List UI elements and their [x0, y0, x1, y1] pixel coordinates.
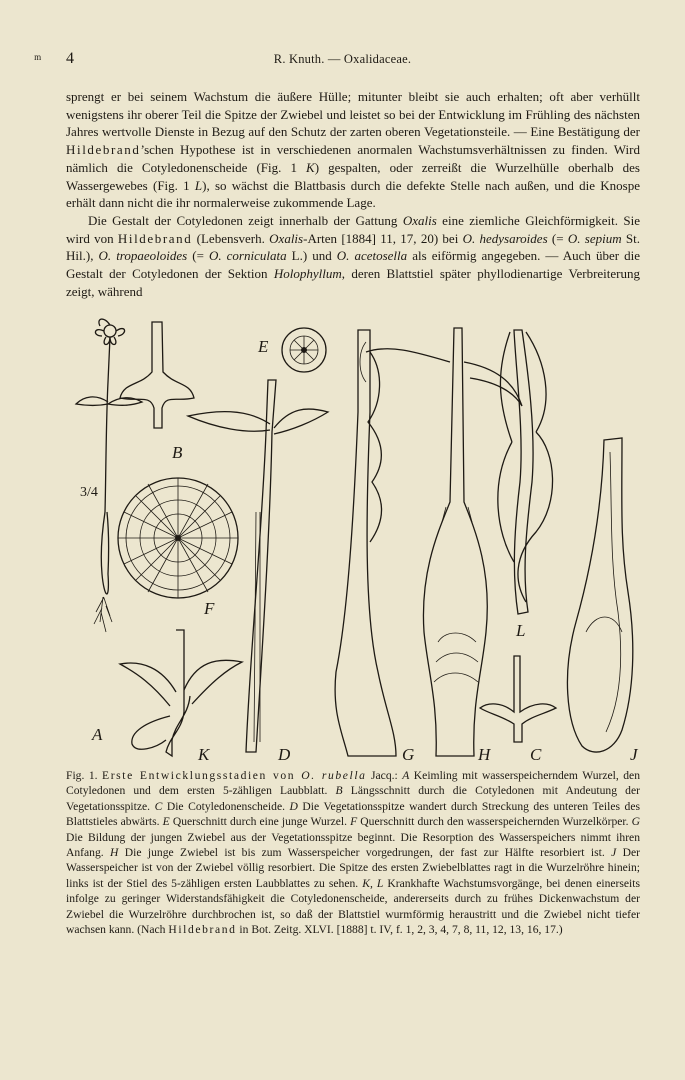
- cross-section-f-drawing: [118, 478, 238, 598]
- text-segment: Krankhafte Wachstumsvorgänge, bei denen einerseits infolge zu geringer Widerstandsfähigkeit die Cotyledonenscheide, andererseits durch zu frühes Dickenwachstum der Zwiebel die Wurzelröhre durchbrochen ist, so daß der Blattstiel wurmförmig heraustritt und die Zwiebel nicht tiefer wachsen kann. (Nach: [66, 876, 641, 937]
- label-f: F: [204, 599, 215, 618]
- label-b: B: [172, 443, 183, 462]
- text-segment: Jacq.:: [366, 769, 403, 782]
- label-c: C: [530, 745, 542, 764]
- text-segment: Fig. 1.: [66, 769, 103, 782]
- text-segment: O. hedysaroides: [462, 230, 548, 246]
- seedling-a-drawing: [76, 319, 142, 632]
- text-segment: Querschnitt durch eine junge Wurzel.: [169, 815, 351, 829]
- text-segment: Oxalis: [402, 212, 437, 228]
- paragraph: [66, 212, 640, 301]
- text-segment: Hildebrand: [168, 923, 237, 937]
- text-segment: Die Gestalt der Cotyledonen zeigt innerhalb der Gattung: [88, 212, 403, 228]
- cross-section-e-drawing: [282, 328, 326, 372]
- text-segment: (=: [547, 230, 568, 246]
- text-segment: B: [335, 784, 343, 798]
- caption-text: [66, 768, 640, 937]
- text-segment: ), so wächst die Blattbasis durch die defekte Stelle nach außen, und die Knospe erhält dann nicht die ihr normalerweise zukommende Lage.: [66, 177, 640, 211]
- text-segment: (Lebensverh.: [192, 230, 270, 246]
- figure-1: [66, 312, 640, 768]
- text-segment: O. corniculata: [208, 248, 287, 264]
- label-g: G: [402, 745, 415, 764]
- specimen-j-drawing: [567, 438, 632, 752]
- text-segment: L: [194, 177, 203, 193]
- text-segment: L.) und: [286, 248, 337, 264]
- text-segment: Hildebrand: [117, 230, 193, 246]
- text-segment: E: [162, 815, 170, 829]
- body-text: [66, 88, 640, 300]
- text-segment: in Bot. Zeitg. XLVI. [1888] t. IV, f. 1, 2, 3, 4, 7, 8, 11, 12, 13, 16, 17.): [236, 923, 563, 937]
- text-segment: Der Wasserspeicher ist von der Zwiebel völlig resorbiert. Die Spitze des ersten Zwiebelblattes ragt in die Wurzelröhre hinein; links ist der Stiel des 5-zähligen ersten Laubblattes zu sehen.: [66, 846, 640, 890]
- figure-1-drawing: [66, 312, 640, 768]
- text-segment: -Arten [1884] 11, 17, 20) bei: [303, 230, 463, 246]
- text-segment: F: [350, 815, 358, 829]
- text-segment: Die Cotyledonenscheide.: [162, 799, 290, 813]
- text-segment: St. Hil.),: [66, 230, 640, 264]
- text-segment: sprengt er bei seinem Wachstum die äußere Hülle; mitunter bleibt sie auch erhalten; oft aber verhüllt wenigstens ihr oberer Teil die Spitze der Zwiebel und leistet so bei der Entwicklung im Frühling des nächsten Jahres wertvolle Dienste in Bezug auf den Schutz der zarten oberen Vegetationsteile. — Eine Bestätigung der: [66, 89, 640, 140]
- text-segment: Oxalis: [269, 230, 304, 246]
- specimen-l-drawing: [498, 330, 553, 614]
- specimen-h-drawing: [366, 328, 522, 756]
- text-segment: K, L: [362, 876, 384, 890]
- text-segment: Längsschnitt durch die Cotyledonen mit Andeutung der Vegetationsspitze.: [66, 784, 640, 813]
- text-segment: eine ziemliche Gleichförmigkeit. Sie wird von: [66, 212, 641, 246]
- text-segment: O. tropaeoloides: [98, 248, 188, 264]
- text-segment: ’schen Hypothese ist in verschiedenen anormalen Wachstumsverhältnissen zu finden. Wird nämlich die Cotyledonenscheide (Fig. 1: [66, 142, 640, 175]
- specimen-c-drawing: [480, 656, 556, 742]
- text-segment: C: [154, 799, 163, 813]
- text-segment: O. sepium: [567, 230, 622, 246]
- label-l: L: [516, 621, 526, 640]
- text-segment: J: [611, 846, 617, 860]
- specimen-g-drawing: [335, 330, 396, 756]
- text-segment: Die junge Zwiebel ist bis zum Wasserspeicher vorgedrungen, der fast zur Hälfte resorbiert ist.: [118, 846, 612, 860]
- text-segment: O. rubella: [301, 769, 367, 782]
- paragraph: [66, 88, 640, 212]
- text-segment: Die Vegetationsspitze wandert durch Streckung des unteren Teiles des Blattstieles abwärts.: [66, 799, 640, 829]
- scale-note: 3/4: [80, 485, 98, 500]
- section-b-drawing: [120, 322, 194, 428]
- text-segment: A: [402, 769, 410, 782]
- label-a: A: [92, 725, 103, 744]
- text-segment: H: [110, 846, 119, 860]
- text-segment: D: [289, 799, 298, 813]
- text-segment: Holophyllum: [273, 266, 342, 282]
- specimen-d-drawing: [188, 380, 328, 752]
- text-segment: Die Bildung der jungen Zwiebel aus der Vegetationsspitze beginnt. Die Resorption des Wasserspeichers nimmt ihren Anfang.: [66, 830, 640, 860]
- label-d: D: [278, 745, 291, 764]
- figure-caption: [66, 768, 640, 937]
- text-segment: , deren Blattstiel später phyllodienartige Verbreiterung zeigt, während: [66, 266, 640, 299]
- page-number: 4: [66, 50, 74, 67]
- text-segment: Querschnitt durch den wasserspeichernden Wurzelkörper.: [357, 815, 632, 829]
- label-j: J: [630, 745, 638, 764]
- text-segment: K: [306, 159, 315, 175]
- text-segment: Hildebrand: [66, 142, 141, 158]
- text-segment: als eiförmig angegeben. — Auch über die Gestalt der Cotyledonen der Sektion: [66, 248, 640, 282]
- label-h: H: [478, 745, 491, 764]
- specimen-k-drawing: [120, 630, 242, 756]
- text-segment: Keimling mit wasserspeicherndem Wurzel, den Cotyledonen und dem ersten 5-zähligen Laubblatt.: [66, 769, 640, 798]
- page-mark: ᵐ: [34, 52, 42, 68]
- text-segment: O. acetosella: [336, 248, 408, 264]
- running-head: R. Knuth. — Oxalidaceae.: [273, 52, 412, 66]
- label-e: E: [258, 337, 269, 356]
- text-segment: Erste Entwicklungsstadien von: [102, 769, 302, 782]
- label-k: K: [198, 745, 210, 764]
- text-segment: ) gespalten, oder zerreißt die Wurzelhülle oberhalb des Wassergewebes (Fig. 1: [66, 159, 640, 193]
- text-segment: (=: [187, 248, 209, 264]
- text-segment: G: [631, 815, 640, 829]
